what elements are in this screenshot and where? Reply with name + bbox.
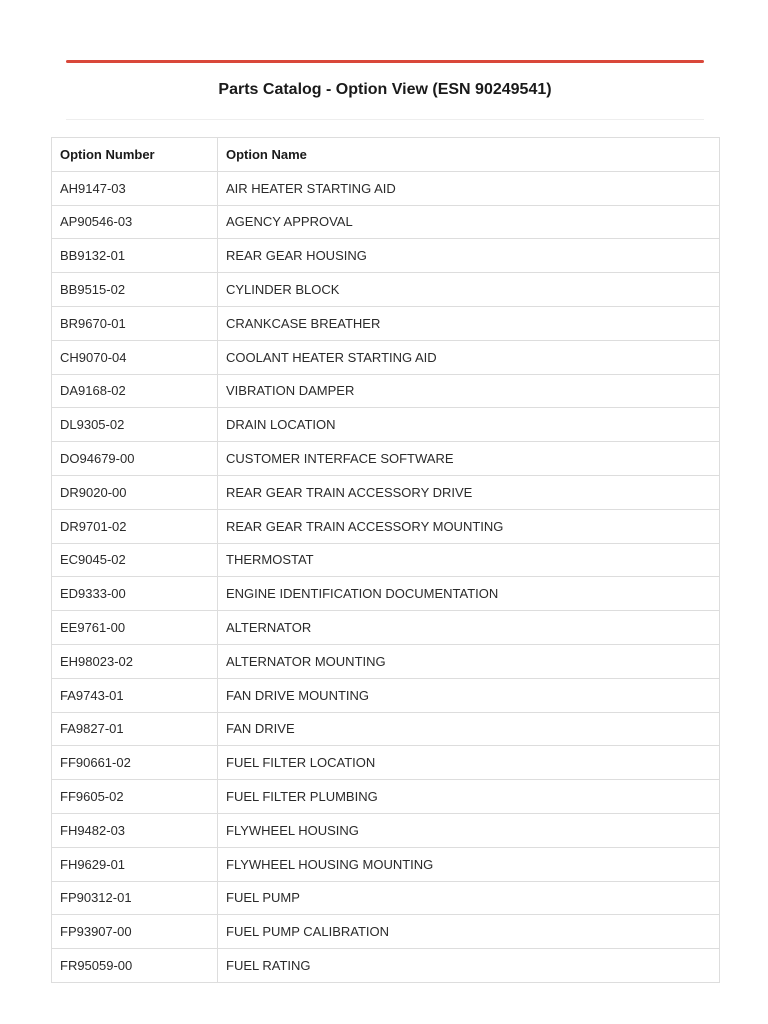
option-name-cell: FAN DRIVE MOUNTING xyxy=(218,678,720,712)
option-name-cell: FUEL PUMP xyxy=(218,881,720,915)
table-row xyxy=(52,881,720,915)
option-name-cell: REAR GEAR TRAIN ACCESSORY MOUNTING xyxy=(218,509,720,543)
option-name-cell: FUEL FILTER PLUMBING xyxy=(218,780,720,814)
table-row xyxy=(52,915,720,949)
option-name-cell: CUSTOMER INTERFACE SOFTWARE xyxy=(218,442,720,476)
table-body xyxy=(52,171,720,982)
option-number-cell: FR95059-00 xyxy=(52,949,218,983)
table-row xyxy=(52,205,720,239)
table-header-row xyxy=(52,138,720,172)
column-header-option-name: Option Name xyxy=(218,138,720,172)
table-row xyxy=(52,949,720,983)
option-name-cell: ENGINE IDENTIFICATION DOCUMENTATION xyxy=(218,577,720,611)
option-number-cell: CH9070-04 xyxy=(52,340,218,374)
option-number-cell: FH9629-01 xyxy=(52,847,218,881)
table-row xyxy=(52,239,720,273)
option-number-cell: DR9701-02 xyxy=(52,509,218,543)
option-number-cell: FF90661-02 xyxy=(52,746,218,780)
option-number-cell: FP90312-01 xyxy=(52,881,218,915)
table-row xyxy=(52,509,720,543)
table-row xyxy=(52,475,720,509)
option-name-cell: FUEL RATING xyxy=(218,949,720,983)
option-name-cell: AIR HEATER STARTING AID xyxy=(218,171,720,205)
table-row xyxy=(52,678,720,712)
option-name-cell: THERMOSTAT xyxy=(218,543,720,577)
table-row xyxy=(52,408,720,442)
option-number-cell: FF9605-02 xyxy=(52,780,218,814)
option-name-cell: FUEL FILTER LOCATION xyxy=(218,746,720,780)
option-name-cell: ALTERNATOR MOUNTING xyxy=(218,644,720,678)
table-row xyxy=(52,273,720,307)
option-number-cell: FA9743-01 xyxy=(52,678,218,712)
option-number-cell: EH98023-02 xyxy=(52,644,218,678)
option-name-cell: VIBRATION DAMPER xyxy=(218,374,720,408)
option-number-cell: ED9333-00 xyxy=(52,577,218,611)
table-row xyxy=(52,543,720,577)
option-number-cell: DR9020-00 xyxy=(52,475,218,509)
title-divider xyxy=(66,119,704,120)
page-title: Parts Catalog - Option View (ESN 90249541) xyxy=(218,81,552,98)
option-name-cell: DRAIN LOCATION xyxy=(218,408,720,442)
table-row xyxy=(52,611,720,645)
option-name-cell: AGENCY APPROVAL xyxy=(218,205,720,239)
option-number-cell: BR9670-01 xyxy=(52,306,218,340)
option-number-cell: AH9147-03 xyxy=(52,171,218,205)
option-number-cell: BB9132-01 xyxy=(52,239,218,273)
option-name-cell: REAR GEAR TRAIN ACCESSORY DRIVE xyxy=(218,475,720,509)
options-table xyxy=(51,137,720,983)
option-name-cell: CRANKCASE BREATHER xyxy=(218,306,720,340)
option-name-cell: FLYWHEEL HOUSING xyxy=(218,813,720,847)
table-row xyxy=(52,746,720,780)
option-number-cell: FH9482-03 xyxy=(52,813,218,847)
table-row xyxy=(52,780,720,814)
table-row xyxy=(52,340,720,374)
option-name-cell: FLYWHEEL HOUSING MOUNTING xyxy=(218,847,720,881)
option-number-cell: DL9305-02 xyxy=(52,408,218,442)
option-name-cell: REAR GEAR HOUSING xyxy=(218,239,720,273)
option-name-cell: CYLINDER BLOCK xyxy=(218,273,720,307)
table-row xyxy=(52,712,720,746)
option-number-cell: BB9515-02 xyxy=(52,273,218,307)
table-row xyxy=(52,171,720,205)
option-number-cell: AP90546-03 xyxy=(52,205,218,239)
table-row xyxy=(52,306,720,340)
option-number-cell: FP93907-00 xyxy=(52,915,218,949)
table-row xyxy=(52,813,720,847)
option-number-cell: DO94679-00 xyxy=(52,442,218,476)
option-number-cell: EE9761-00 xyxy=(52,611,218,645)
table-row xyxy=(52,644,720,678)
option-number-cell: FA9827-01 xyxy=(52,712,218,746)
column-header-option-number: Option Number xyxy=(52,138,218,172)
table-row xyxy=(52,847,720,881)
option-number-cell: DA9168-02 xyxy=(52,374,218,408)
option-name-cell: COOLANT HEATER STARTING AID xyxy=(218,340,720,374)
table-row xyxy=(52,442,720,476)
option-name-cell: FUEL PUMP CALIBRATION xyxy=(218,915,720,949)
option-name-cell: ALTERNATOR xyxy=(218,611,720,645)
option-number-cell: EC9045-02 xyxy=(52,543,218,577)
option-name-cell: FAN DRIVE xyxy=(218,712,720,746)
table-row xyxy=(52,374,720,408)
table-row xyxy=(52,577,720,611)
accent-bar xyxy=(66,60,704,63)
